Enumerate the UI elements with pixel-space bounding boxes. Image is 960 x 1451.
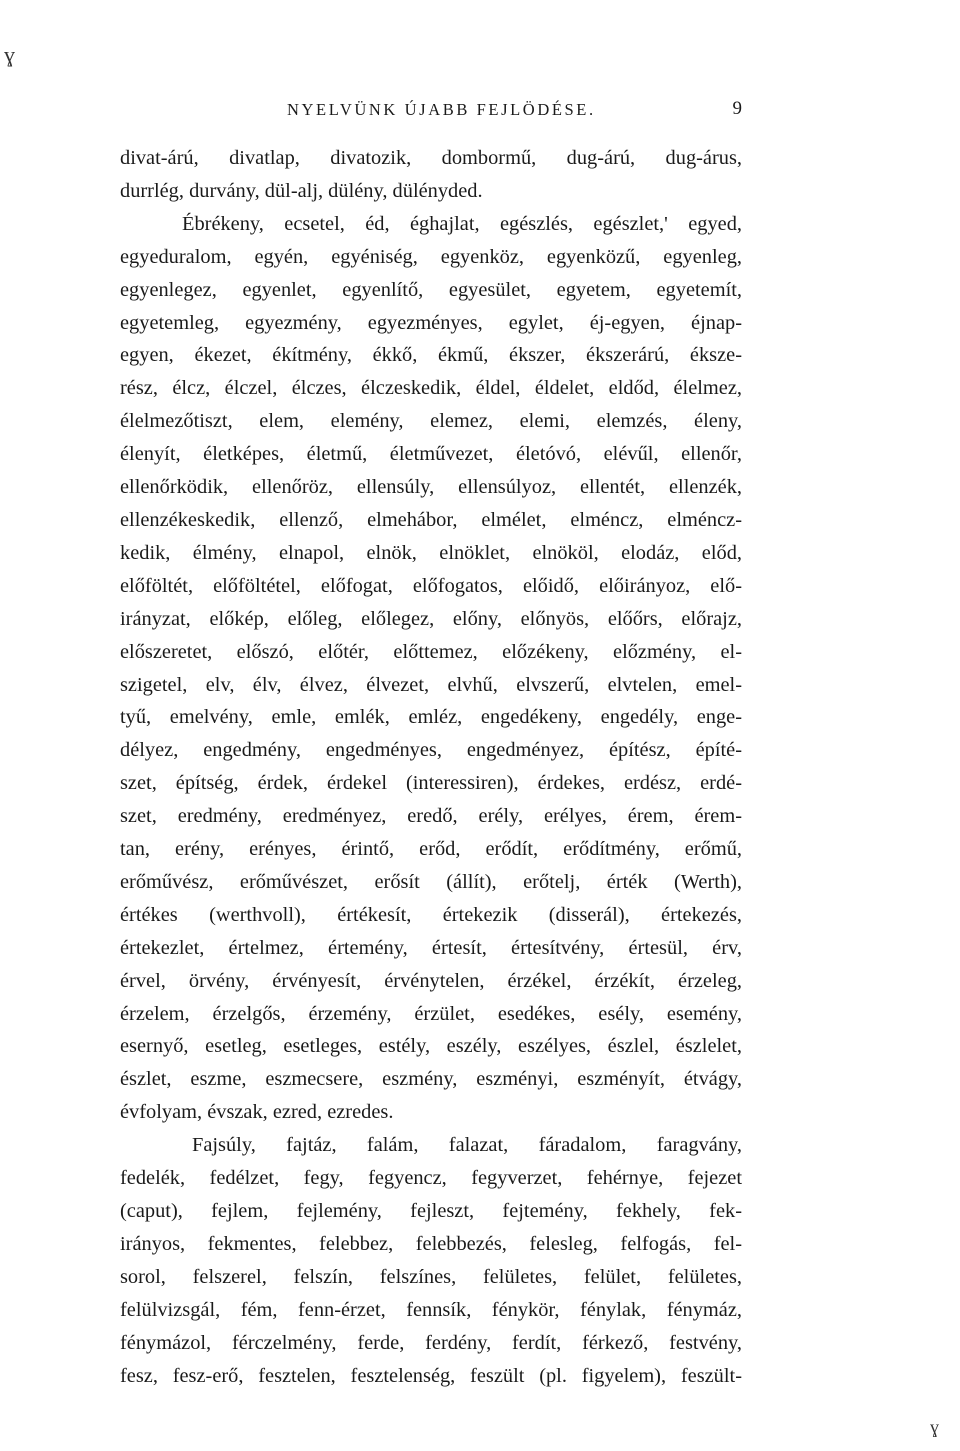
margin-ink-mark: ɣ — [930, 1417, 939, 1437]
text-line: értekezlet, értelmez, értemény, értesít, értesítvény, értesül, érv, — [120, 936, 742, 959]
paragraph-start-line: Ébrékeny, ecsetel, éd, éghajlat, egészlés, egészlet,' egyed, — [182, 212, 742, 235]
text-line: egyenlegez, egyenlet, egyenlítő, egyesület, egyetem, egyetemít, — [120, 278, 742, 301]
text-line: egyen, ékezet, ékítmény, ékkő, ékmű, ékszer, ékszerárú, éksze- — [120, 344, 742, 367]
text-line: élelmezőtiszt, elem, elemény, elemez, elemi, elemzés, éleny, — [120, 410, 742, 433]
text-line: sorol, felszerel, felszín, felszínes, felületes, felület, felületes, — [120, 1265, 742, 1288]
running-head — [120, 98, 742, 126]
text-line: fénymázol, férczelmény, ferde, ferdény, ferdít, férkező, festvény, — [120, 1331, 742, 1354]
running-title: NYELVÜNK ÚJABB FEJLÖDÉSE. — [287, 100, 596, 119]
text-line: divat-árú, divatlap, divatozik, dombormű, dug-árú, dug-árus, — [120, 147, 742, 169]
page-number: 9 — [732, 98, 742, 119]
text-line: kedik, élmény, elnapol, elnök, elnöklet, elnököl, elodáz, előd, — [120, 541, 742, 564]
text-line: esernyő, esetleg, esetleges, estély, eszély, eszélyes, észlel, észlelet, — [120, 1035, 742, 1058]
text-line: tyű, emelvény, emle, emlék, emléz, engedékeny, engedély, enge- — [120, 706, 742, 729]
text-line: délyez, engedmény, engedményes, engedményez, építész, építé- — [120, 739, 742, 762]
text-line: fedelék, fedélzet, fegy, fegyencz, fegyverzet, fehérnye, fejezet — [120, 1167, 742, 1190]
text-line: értékes (werthvoll), értékesít, értekezik (disserál), értekezés, — [120, 903, 742, 926]
text-line: szigetel, elv, élv, élvez, élvezet, elvhű, elvszerű, elvtelen, emel- — [120, 673, 742, 696]
text-line: irányzat, előkép, előleg, előlegez, előny, előnyös, előőrs, előrajz, — [120, 607, 742, 630]
text-line: erőművész, erőművészet, erősít (állít), erőtelj, érték (Werth), — [120, 870, 742, 893]
text-line: ellenzékeskedik, ellenző, elmehábor, elmélet, elméncz, elméncz- — [120, 508, 742, 531]
text-line: irányos, fekmentes, felebbez, felebbezés, felesleg, felfogás, fel- — [120, 1232, 742, 1255]
text-line: (caput), fejlem, fejlemény, fejleszt, fejtemény, fekhely, fek- — [120, 1200, 742, 1222]
text-line: élenyít, életképes, életmű, életművezet, életóvó, elévűl, ellenőr, — [120, 443, 742, 466]
text-line: előszeretet, előszó, előtér, előttemez, előzékeny, előzmény, el- — [120, 640, 742, 663]
text-line: észlet, eszme, eszmecsere, eszmény, eszményi, eszményít, étvágy, — [120, 1068, 742, 1091]
text-line: érzelem, érzelgős, érzemény, érzület, esedékes, esély, esemény, — [120, 1002, 742, 1025]
text-line: egyeduralom, egyén, egyéniség, egyenköz, egyenközű, egyenleg, — [120, 245, 742, 268]
text-line: durrlég, durvány, dül-alj, dülény, dülényded. — [120, 179, 483, 202]
text-line: szet, építség, érdek, érdekel (interessiren), érdekes, erdész, erdé- — [120, 772, 742, 795]
text-line: évfolyam, évszak, ezred, ezredes. — [120, 1101, 394, 1124]
text-line: fesz, fesz-erő, fesztelen, fesztelenség, feszült (pl. figyelem), feszült- — [120, 1364, 742, 1387]
text-line: ellenőrködik, ellenőröz, ellensúly, ellensúlyoz, ellentét, ellenzék, — [120, 476, 742, 499]
text-line: egyetemleg, egyezmény, egyezményes, egylet, éj-egyen, éjnap- — [120, 311, 742, 334]
body-text — [120, 142, 742, 1392]
paragraph-start-line: Fajsúly, fajtáz, falám, falazat, fáradalom, faragvány, — [192, 1134, 742, 1157]
text-line: érvel, örvény, érvényesít, érvénytelen, érzékel, érzékít, érzeleg, — [120, 969, 742, 992]
text-line: előföltét, előföltétel, előfogat, előfogatos, előidő, előirányoz, elő- — [120, 574, 742, 597]
text-line: rész, élcz, élczel, élczes, élczeskedik, éldel, éldelet, eldőd, élelmez, — [120, 377, 742, 400]
margin-ink-mark: ɣ — [4, 42, 15, 67]
text-line: felülvizsgál, fém, fenn-érzet, fennsík, fénykör, fénylak, fénymáz, — [120, 1298, 742, 1321]
text-line: tan, erény, erényes, érintő, erőd, erődít, erődítmény, erőmű, — [120, 838, 742, 861]
text-line: szet, eredmény, eredményez, eredő, erély, erélyes, érem, érem- — [120, 805, 742, 828]
